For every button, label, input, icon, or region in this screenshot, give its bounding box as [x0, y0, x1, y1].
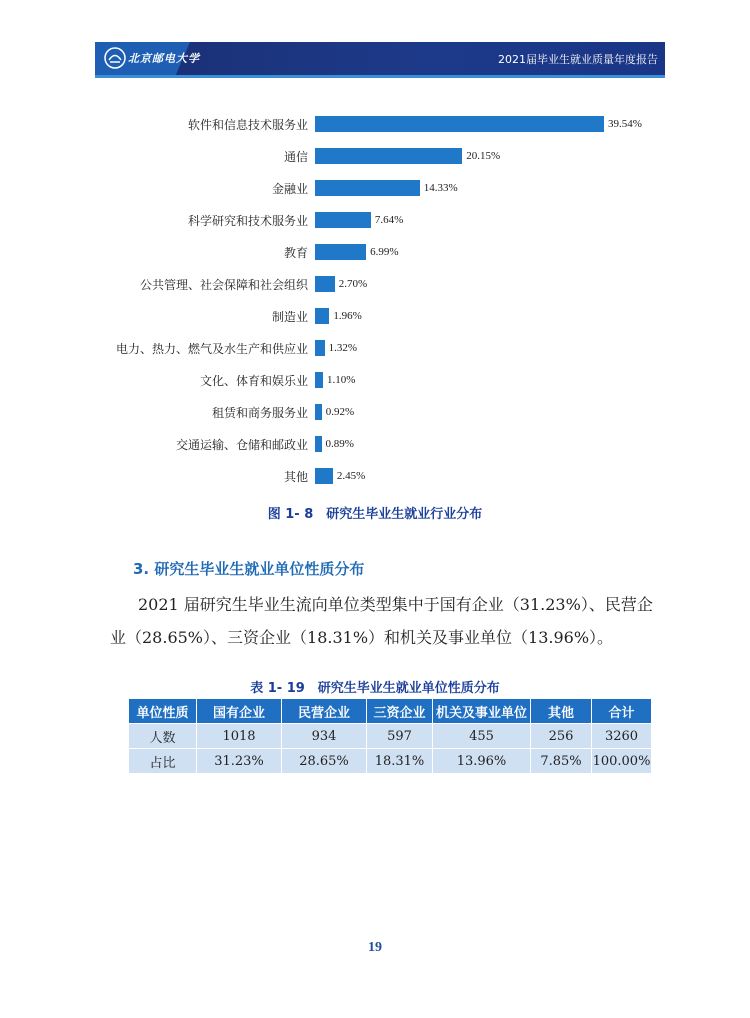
table-cell: 人数 — [129, 724, 197, 749]
university-name: 北京邮电大学 — [128, 52, 200, 65]
category-label: 公共管理、社会保障和社会组织 — [139, 278, 308, 292]
bar — [315, 244, 366, 260]
table-row — [129, 749, 652, 774]
value-label: 20.15% — [466, 150, 501, 162]
category-label: 软件和信息技术服务业 — [187, 118, 308, 132]
table-row — [129, 724, 652, 749]
table-header-cell: 合计 — [592, 699, 652, 724]
category-label: 文化、体育和娱乐业 — [199, 374, 308, 388]
table-header-cell: 其他 — [531, 699, 592, 724]
table-caption: 表 1- 19 研究生毕业生就业单位性质分布 — [250, 681, 500, 696]
table-header-row — [129, 699, 652, 724]
table-header-cell: 单位性质 — [129, 699, 197, 724]
table-cell: 100.00% — [592, 749, 652, 774]
value-label: 7.64% — [374, 214, 404, 226]
table-cell: 18.31% — [367, 749, 433, 774]
bar — [315, 404, 322, 420]
table-cell: 256 — [531, 724, 592, 749]
table-cell: 597 — [367, 724, 433, 749]
value-label: 0.89% — [325, 438, 354, 450]
table-header-cell: 民营企业 — [282, 699, 367, 724]
value-label: 1.32% — [328, 342, 358, 354]
figure-caption: 图 1- 8 研究生毕业生就业行业分布 — [267, 507, 483, 522]
value-label: 2.70% — [338, 278, 368, 290]
value-label: 1.96% — [333, 310, 362, 322]
bar — [315, 148, 462, 164]
table-header-cell: 国有企业 — [197, 699, 282, 724]
section-title: 3. 研究生毕业生就业单位性质分布 — [133, 560, 365, 578]
body-paragraph: 2021 届研究生毕业生流向单位类型集中于国有企业（31.23%）、民营企业（28.65%）、三资企业（18.31%）和机关及事业单位（13.96%）。 — [110, 595, 653, 647]
table-cell: 28.65% — [282, 749, 367, 774]
table-cell: 31.23% — [197, 749, 282, 774]
report-title: 2021届毕业生就业质量年度报告 — [498, 53, 658, 66]
value-label: 2.45% — [336, 470, 366, 482]
industry-bar-chart — [0, 100, 750, 500]
table-cell: 455 — [433, 724, 531, 749]
category-label: 其他 — [283, 470, 308, 484]
table-cell: 1018 — [197, 724, 282, 749]
category-label: 科学研究和技术服务业 — [187, 214, 308, 228]
table-cell: 7.85% — [531, 749, 592, 774]
page-number: 19 — [368, 940, 382, 955]
table-cell: 934 — [282, 724, 367, 749]
value-label: 0.92% — [325, 406, 355, 418]
bar — [315, 308, 329, 324]
value-label: 14.33% — [423, 182, 458, 194]
bar — [315, 340, 325, 356]
category-label: 教育 — [283, 246, 308, 260]
bar — [315, 372, 323, 388]
employer-type-table — [128, 698, 652, 774]
category-label: 交通运输、仓储和邮政业 — [175, 438, 308, 452]
bar — [315, 436, 322, 452]
bar — [315, 212, 371, 228]
table-header-cell: 机关及事业单位 — [433, 699, 531, 724]
value-label: 39.54% — [608, 118, 642, 130]
university-logo-icon — [104, 47, 126, 69]
category-label: 租赁和商务服务业 — [211, 406, 308, 420]
category-label: 电力、热力、燃气及水生产和供应业 — [115, 342, 308, 356]
value-label: 6.99% — [370, 246, 399, 258]
table-cell: 占比 — [129, 749, 197, 774]
table-cell: 3260 — [592, 724, 652, 749]
bar — [315, 276, 335, 292]
bar — [315, 116, 604, 132]
bar — [315, 180, 420, 196]
category-label: 金融业 — [271, 182, 308, 196]
bar — [315, 468, 333, 484]
value-label: 1.10% — [327, 374, 356, 386]
table-header-cell: 三资企业 — [367, 699, 433, 724]
table-cell: 13.96% — [433, 749, 531, 774]
category-label: 通信 — [283, 150, 308, 164]
header-stripe — [95, 75, 665, 78]
category-label: 制造业 — [271, 310, 308, 324]
